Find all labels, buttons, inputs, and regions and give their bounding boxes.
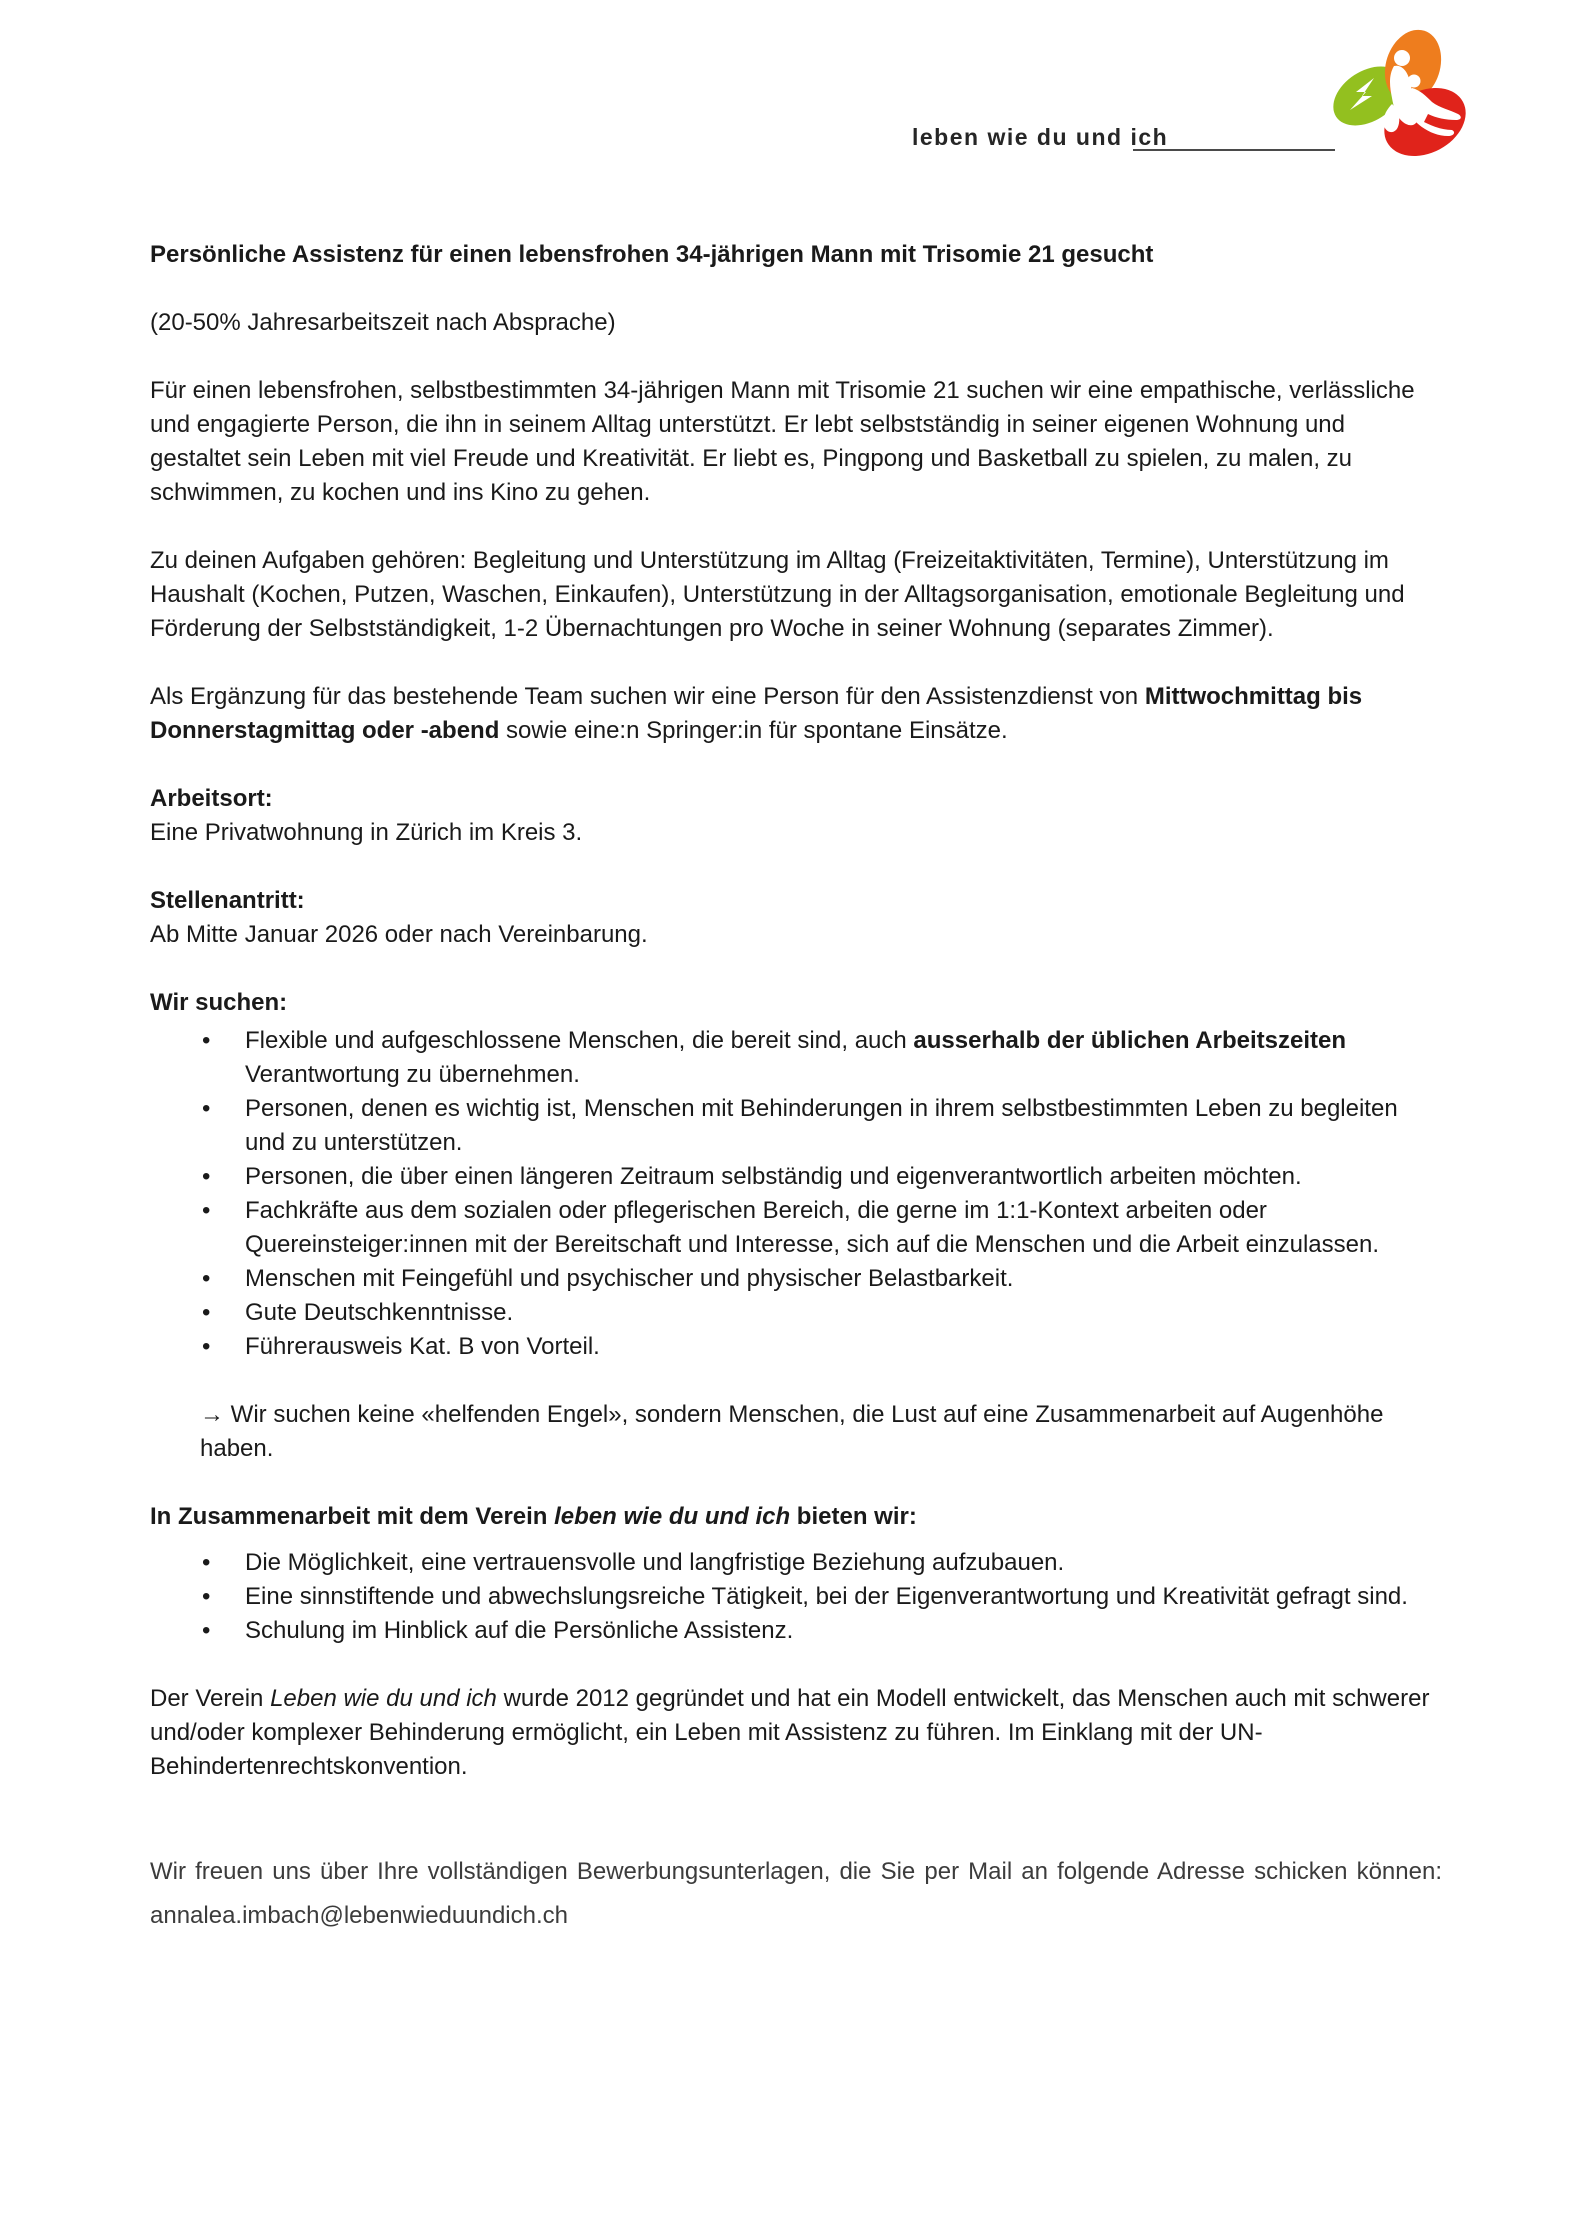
job-title: Persönliche Assistenz für einen lebensfrohen 34-jährigen Mann mit Trisomie 21 gesucht <box>150 241 1154 268</box>
wir-suchen-section <box>150 986 1442 1364</box>
header-divider-line <box>1133 149 1335 151</box>
org-wordmark: leben wie du und ich <box>912 124 1169 150</box>
wir-suchen-list <box>150 1024 1442 1364</box>
stellenantritt-section <box>150 884 1442 952</box>
verein-paragraph: Der Verein Leben wie du und ich wurde 2012 gegründet und hat ein Modell entwickelt, das Menschen auch mit schwerer und/oder komplexer Behinderung ermöglicht, ein Leben mit Assistenz zu führen. Im Einklang mit der UN-Behindertenrechtskonvention. <box>150 1685 1430 1780</box>
list-item: • Menschen mit Feingefühl und psychischer und physischer Belastbarkeit. <box>150 1262 1442 1296</box>
hinweis-paragraph: → Wir suchen keine «helfenden Engel», sondern Menschen, die Lust auf eine Zusammenarbeit auf Augenhöhe haben. <box>200 1401 1384 1462</box>
list-item: • Flexible und aufgeschlossene Menschen, die bereit sind, auch ausserhalb der üblichen Arbeitszeiten Verantwortung zu übernehmen. <box>150 1024 1442 1092</box>
stellenantritt-text: Ab Mitte Januar 2026 oder nach Vereinbarung. <box>150 921 648 948</box>
intro-paragraph: Für einen lebensfrohen, selbstbestimmten 34-jährigen Mann mit Trisomie 21 suchen wir eine empathische, verlässliche und engagierte Person, die ihn in seinem Alltag unterstützt. Er lebt selbstständig in seiner eigenen Wohnung und gestaltet sein Leben mit viel Freude und Kreativität. Er liebt es, Pingpong und Basketball zu spielen, zu malen, zu schwimmen, zu kochen und ins Kino zu gehen. <box>150 377 1415 506</box>
list-item: • Gute Deutschkenntnisse. <box>150 1296 1442 1330</box>
job-subtitle: (20-50% Jahresarbeitszeit nach Absprache) <box>150 309 616 336</box>
list-item: • Eine sinnstiftende und abwechslungsreiche Tätigkeit, bei der Eigenverantwortung und Kreativität gefragt sind. <box>150 1580 1442 1614</box>
closing-paragraph: Wir freuen uns über Ihre vollständigen Bewerbungsunterlagen, die Sie per Mail an folgende Adresse schicken können: annalea.imbach@lebenwieduundich.ch <box>150 1858 1442 1929</box>
wir-suchen-heading: Wir suchen: <box>150 989 288 1016</box>
list-item: • Die Möglichkeit, eine vertrauensvolle und langfristige Beziehung aufzubauen. <box>150 1546 1442 1580</box>
org-logo-icon <box>1328 18 1480 166</box>
ergaenzung-paragraph: Als Ergänzung für das bestehende Team suchen wir eine Person für den Assistenzdienst von Mittwochmittag bis Donnerstagmittag oder -abend sowie eine:n Springer:in für spontane Einsätze. <box>150 683 1363 744</box>
list-item: • Personen, die über einen längeren Zeitraum selbständig und eigenverantwortlich arbeiten möchten. <box>150 1160 1442 1194</box>
list-item: • Personen, denen es wichtig ist, Menschen mit Behinderungen in ihrem selbstbestimmten Leben zu begleiten und zu unterstützen. <box>150 1092 1442 1160</box>
arbeitsort-section <box>150 782 1442 850</box>
list-item: • Führerausweis Kat. B von Vorteil. <box>150 1330 1442 1364</box>
bieten-section <box>150 1500 1442 1648</box>
list-item: • Fachkräfte aus dem sozialen oder pflegerischen Bereich, die gerne im 1:1-Kontext arbeiten oder Quereinsteiger:innen mit der Bereitschaft und Interesse, sich auf die Menschen und die Arbeit einzulassen. <box>150 1194 1442 1262</box>
list-item: • Schulung im Hinblick auf die Persönliche Assistenz. <box>150 1614 1442 1648</box>
document-body <box>150 238 1442 1972</box>
arbeitsort-label: Arbeitsort: <box>150 785 273 812</box>
bieten-list <box>150 1546 1442 1648</box>
bieten-heading: In Zusammenarbeit mit dem Verein leben wie du und ich bieten wir: <box>150 1503 917 1530</box>
aufgaben-paragraph: Zu deinen Aufgaben gehören: Begleitung und Unterstützung im Alltag (Freizeitaktivitäten, Termine), Unterstützung im Haushalt (Kochen, Putzen, Waschen, Einkaufen), Unterstützung in der Alltagsorganisation, emotionale Begleitung und Förderung der Selbstständigkeit, 1-2 Übernachtungen pro Woche in seiner Wohnung (separates Zimmer). <box>150 547 1405 642</box>
stellenantritt-label: Stellenantritt: <box>150 887 305 914</box>
arbeitsort-text: Eine Privatwohnung in Zürich im Kreis 3. <box>150 819 583 846</box>
